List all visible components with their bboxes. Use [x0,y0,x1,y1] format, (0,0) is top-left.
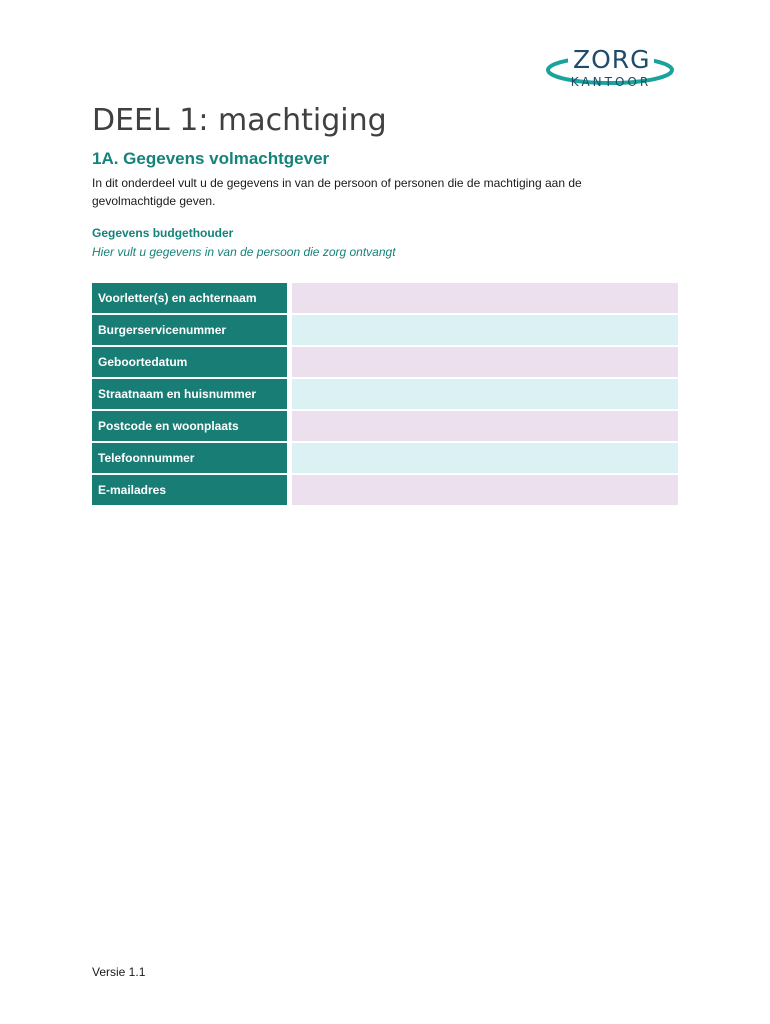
form-label: Burgerservicenummer [92,315,289,345]
birthdate-input[interactable] [292,347,678,377]
form-row-phone [92,443,678,473]
page-title: DEEL 1: machtiging [92,103,387,138]
form-label: Straatnaam en huisnummer [92,379,289,409]
form-row-postcode [92,411,678,441]
section-title: 1A. Gegevens volmachtgever [92,149,330,168]
logo-text-kantoor: KANTOOR [570,75,652,89]
street-input[interactable] [292,379,678,409]
form-row-street [92,379,678,409]
version-label: Versie 1.1 [92,965,146,979]
zorgkantoor-logo [544,44,678,94]
form-label: E-mailadres [92,475,289,505]
form-row-name [92,283,678,313]
email-input[interactable] [292,475,678,505]
subsection-title: Gegevens budgethouder [92,226,234,240]
budgethouder-form [92,283,678,507]
form-label: Telefoonnummer [92,443,289,473]
subsection-note: Hier vult u gegevens in van de persoon die zorg ontvangt [92,245,396,259]
form-row-bsn [92,315,678,345]
form-label: Geboortedatum [92,347,289,377]
bsn-input[interactable] [292,315,678,345]
phone-input[interactable] [292,443,678,473]
form-label: Postcode en woonplaats [92,411,289,441]
section-intro: In dit onderdeel vult u de gegevens in van de persoon of personen die de machtiging aan de gevolmachtigde geven. [92,176,582,208]
postcode-input[interactable] [292,411,678,441]
form-label: Voorletter(s) en achternaam [92,283,289,313]
form-row-birthdate [92,347,678,377]
name-input[interactable] [292,283,678,313]
form-row-email [92,475,678,505]
logo-text-zorg: ZORG [573,45,651,74]
